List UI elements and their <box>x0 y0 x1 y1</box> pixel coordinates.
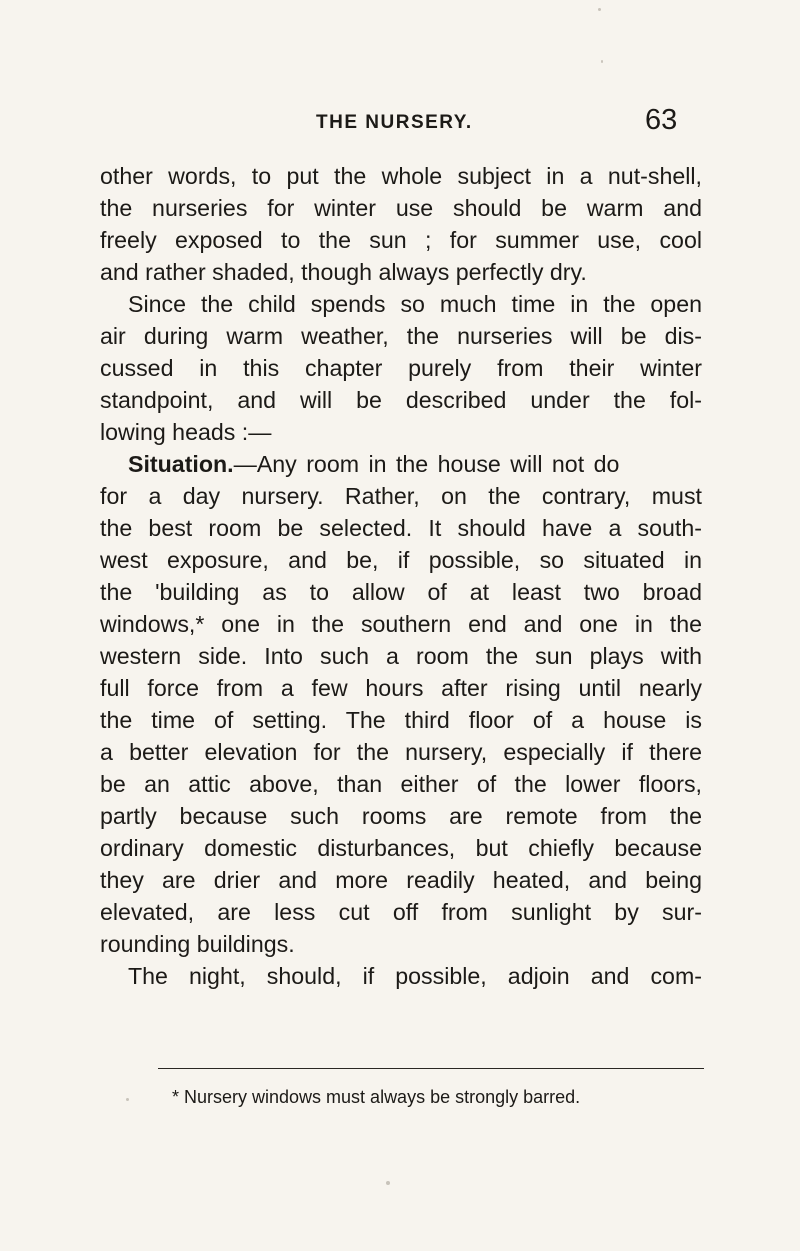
footnote-rule <box>158 1068 704 1069</box>
text-line: Since the child spends so much time in the open <box>128 291 702 317</box>
text-line: they are drier and more readily heated, and being <box>100 867 702 893</box>
footnote: * Nursery windows must always be strongly barred. <box>172 1087 581 1107</box>
text-line: be an attic above, than either of the lower floors, <box>100 771 702 797</box>
running-head <box>0 104 800 144</box>
text-line: west exposure, and be, if possible, so situated in <box>100 547 702 573</box>
text-line: western side. Into such a room the sun plays with <box>100 643 702 669</box>
text-line: the nurseries for winter use should be warm and <box>100 195 702 221</box>
text-line: elevated, are less cut off from sunlight by sur- <box>100 899 702 925</box>
section-heading-situation: Situation. <box>128 451 234 477</box>
running-title: THE NURSERY. <box>316 112 473 133</box>
text-line: windows,* one in the southern end and one in the <box>100 611 702 637</box>
text-line: cussed in this chapter purely from their winter <box>100 355 702 381</box>
text-line: for a day nursery. Rather, on the contrary, must <box>100 483 702 509</box>
text-line: and rather shaded, though always perfectly dry. <box>100 259 587 285</box>
text-line: rounding buildings. <box>100 931 295 957</box>
section-line <box>128 448 702 480</box>
text-line: standpoint, and will be described under the fol- <box>100 387 702 413</box>
section-line-rest: —Any room in the house will not do <box>233 451 620 477</box>
text-line: ordinary domestic disturbances, but chiefly because <box>100 835 702 861</box>
text-line: full force from a few hours after rising until nearly <box>100 675 702 701</box>
text-line: the best room be selected. It should have a south- <box>100 515 702 541</box>
text-line: lowing heads :— <box>100 419 272 445</box>
text-line: the 'building as to allow of at least two broad <box>100 579 702 605</box>
page-number: 63 <box>645 104 678 136</box>
text-line: the time of setting. The third floor of a house is <box>100 707 702 733</box>
text-line: air during warm weather, the nurseries will be dis- <box>100 323 702 349</box>
text-line: freely exposed to the sun ; for summer use, cool <box>100 227 702 253</box>
paper-speck <box>386 1181 390 1185</box>
paper-speck <box>598 8 601 11</box>
paper-speck <box>601 60 603 63</box>
text-line: The night, should, if possible, adjoin and com- <box>128 963 702 989</box>
text-line: a better elevation for the nursery, especially if there <box>100 739 702 765</box>
text-line: other words, to put the whole subject in a nut-shell, <box>100 163 702 189</box>
paper-speck <box>126 1098 129 1101</box>
text-line: partly because such rooms are remote from the <box>100 803 702 829</box>
